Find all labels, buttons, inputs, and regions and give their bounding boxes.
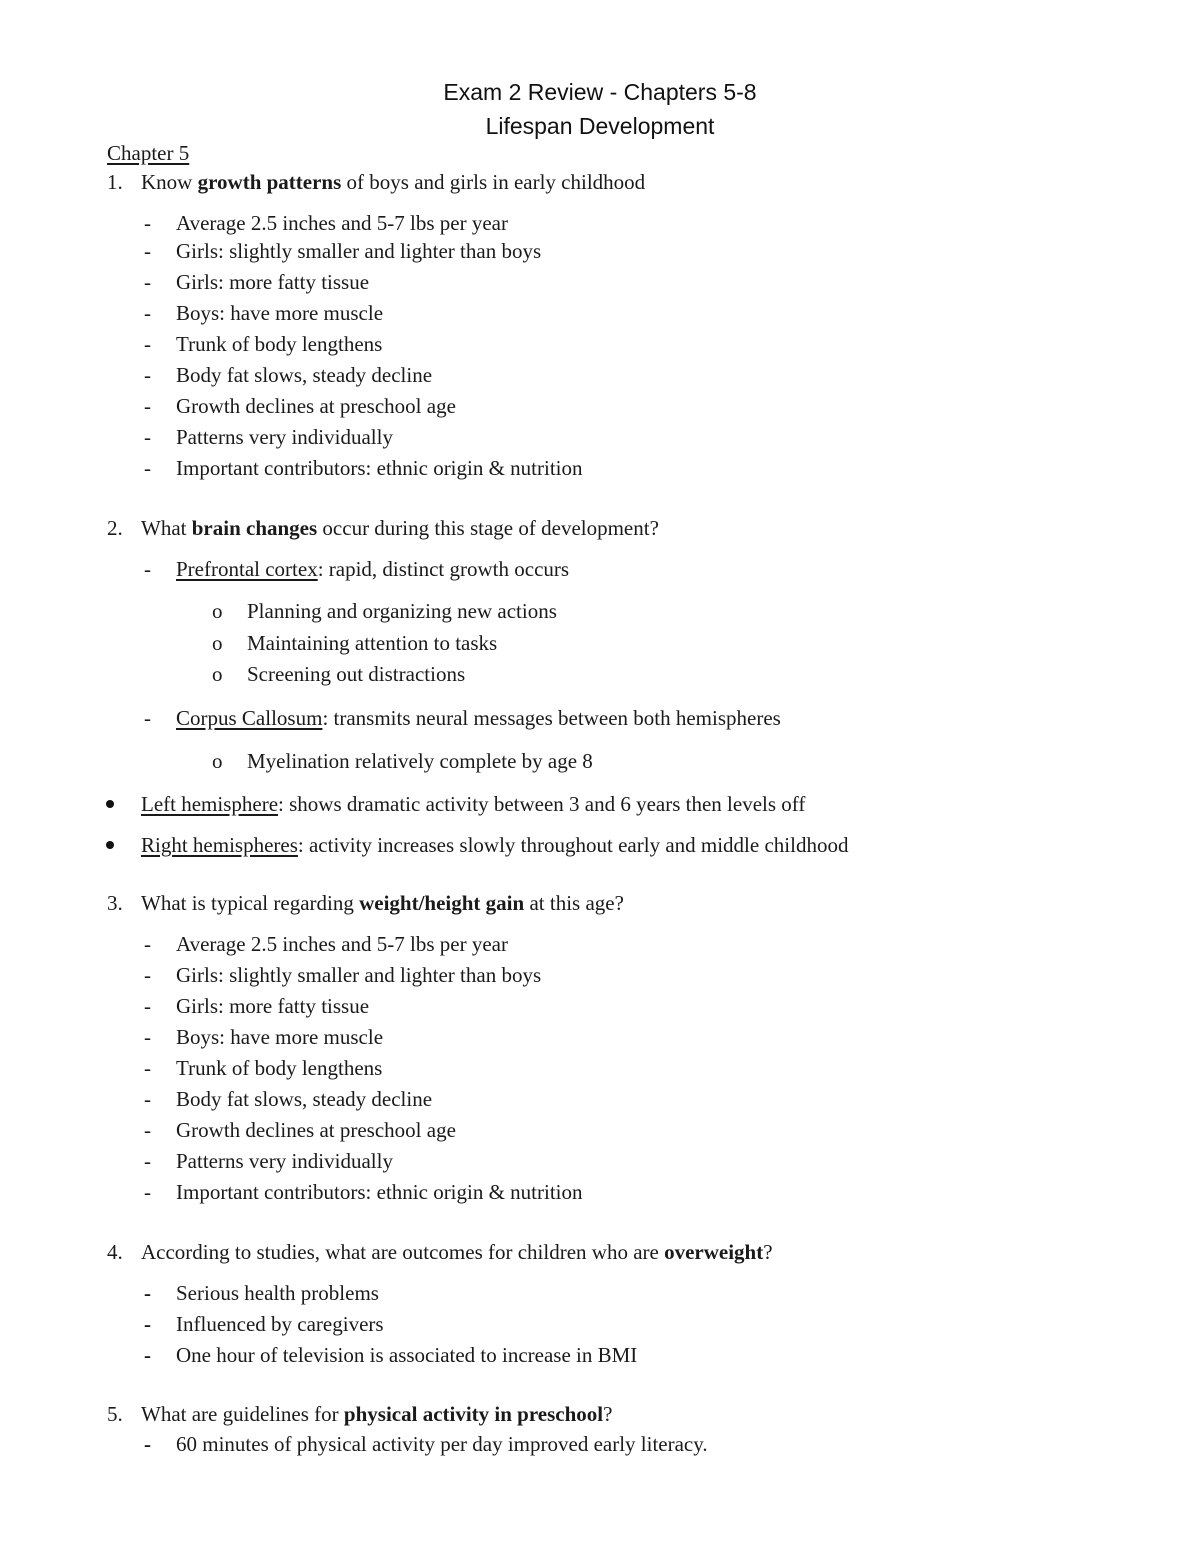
sub-list-item: Myelination relatively complete by age 8 — [247, 749, 593, 773]
right-hemisphere-term: Right hemispheres — [141, 833, 298, 857]
list-item: Girls: slightly smaller and lighter than boys — [176, 239, 542, 263]
list-item: Girls: slightly smaller and lighter than boys — [176, 963, 542, 987]
circle-marker: o — [212, 631, 223, 655]
dash-marker: - — [144, 1025, 151, 1049]
dash-marker: - — [144, 1343, 151, 1367]
dash-marker: - — [144, 394, 151, 418]
sub-list-item: Maintaining attention to tasks — [247, 631, 498, 655]
dash-marker: - — [144, 239, 151, 263]
circle-marker: o — [212, 662, 223, 686]
list-item: Average 2.5 inches and 5-7 lbs per year — [176, 211, 508, 235]
dash-marker: - — [144, 211, 151, 235]
question-3-text: What is typical regarding weight/height gain at this age? — [141, 891, 624, 915]
corpus-callosum-term: Corpus Callosum — [176, 706, 323, 730]
dash-marker: - — [144, 1087, 151, 1111]
list-item: Influenced by caregivers — [176, 1312, 384, 1336]
prefrontal-cortex-term: Prefrontal cortex — [176, 557, 318, 581]
dash-marker: - — [144, 994, 151, 1018]
dash-marker: - — [144, 932, 151, 956]
document-title: Exam 2 Review - Chapters 5-8 — [443, 79, 757, 105]
circle-marker: o — [212, 749, 223, 773]
list-item: Growth declines at preschool age — [176, 1118, 456, 1142]
left-hemisphere-term: Left hemisphere — [141, 792, 279, 816]
list-item: Body fat slows, steady decline — [176, 1087, 433, 1111]
dash-marker: - — [144, 1180, 151, 1204]
question-5-text: What are guidelines for physical activity in preschool? — [141, 1402, 613, 1426]
list-item: Trunk of body lengthens — [176, 1056, 383, 1080]
question-2-number: 2. — [107, 516, 123, 540]
dash-marker: - — [144, 557, 151, 581]
question-5-number: 5. — [107, 1402, 123, 1426]
dash-marker: - — [144, 1312, 151, 1336]
dash-marker: - — [144, 1281, 151, 1305]
left-hemisphere-item: Left hemisphere: shows dramatic activity between 3 and 6 years then levels off — [141, 792, 806, 816]
question-2-text: What brain changes occur during this stage of development? — [141, 516, 659, 540]
question-1-text: Know growth patterns of boys and girls in early childhood — [141, 170, 646, 194]
dash-marker: - — [144, 1118, 151, 1142]
document-subtitle: Lifespan Development — [485, 113, 715, 139]
list-item: Patterns very individually — [176, 425, 393, 449]
bullet-marker — [106, 841, 114, 849]
question-1-number: 1. — [107, 170, 123, 194]
list-item: Average 2.5 inches and 5-7 lbs per year — [176, 932, 508, 956]
dash-marker: - — [144, 706, 151, 730]
dash-marker: - — [144, 963, 151, 987]
dash-marker: - — [144, 425, 151, 449]
dash-marker: - — [144, 1056, 151, 1080]
list-item: 60 minutes of physical activity per day improved early literacy. — [176, 1432, 708, 1456]
question-4-number: 4. — [107, 1240, 123, 1264]
prefrontal-cortex-item: Prefrontal cortex: rapid, distinct growth occurs — [176, 557, 570, 581]
dash-marker: - — [144, 456, 151, 480]
list-item: One hour of television is associated to increase in BMI — [176, 1343, 638, 1367]
list-item: Boys: have more muscle — [176, 301, 384, 325]
list-item: Important contributors: ethnic origin & nutrition — [176, 1180, 583, 1204]
dash-marker: - — [144, 1149, 151, 1173]
chapter-heading: Chapter 5 — [107, 141, 190, 165]
list-item: Serious health problems — [176, 1281, 379, 1305]
list-item: Trunk of body lengthens — [176, 332, 383, 356]
question-3-number: 3. — [107, 891, 123, 915]
right-hemisphere-item: Right hemispheres: activity increases slowly throughout early and middle childhood — [141, 833, 849, 857]
list-item: Important contributors: ethnic origin & nutrition — [176, 456, 583, 480]
corpus-callosum-item: Corpus Callosum: transmits neural messages between both hemispheres — [176, 706, 781, 730]
sub-list-item: Planning and organizing new actions — [247, 599, 557, 623]
list-item: Girls: more fatty tissue — [176, 994, 370, 1018]
bullet-marker — [106, 800, 114, 808]
dash-marker: - — [144, 1432, 151, 1456]
dash-marker: - — [144, 363, 151, 387]
question-4-text: According to studies, what are outcomes for children who are overweight? — [141, 1240, 773, 1264]
list-item: Body fat slows, steady decline — [176, 363, 433, 387]
dash-marker: - — [144, 332, 151, 356]
circle-marker: o — [212, 599, 223, 623]
list-item: Boys: have more muscle — [176, 1025, 384, 1049]
sub-list-item: Screening out distractions — [247, 662, 466, 686]
list-item: Girls: more fatty tissue — [176, 270, 370, 294]
list-item: Growth declines at preschool age — [176, 394, 456, 418]
dash-marker: - — [144, 270, 151, 294]
dash-marker: - — [144, 301, 151, 325]
list-item: Patterns very individually — [176, 1149, 393, 1173]
